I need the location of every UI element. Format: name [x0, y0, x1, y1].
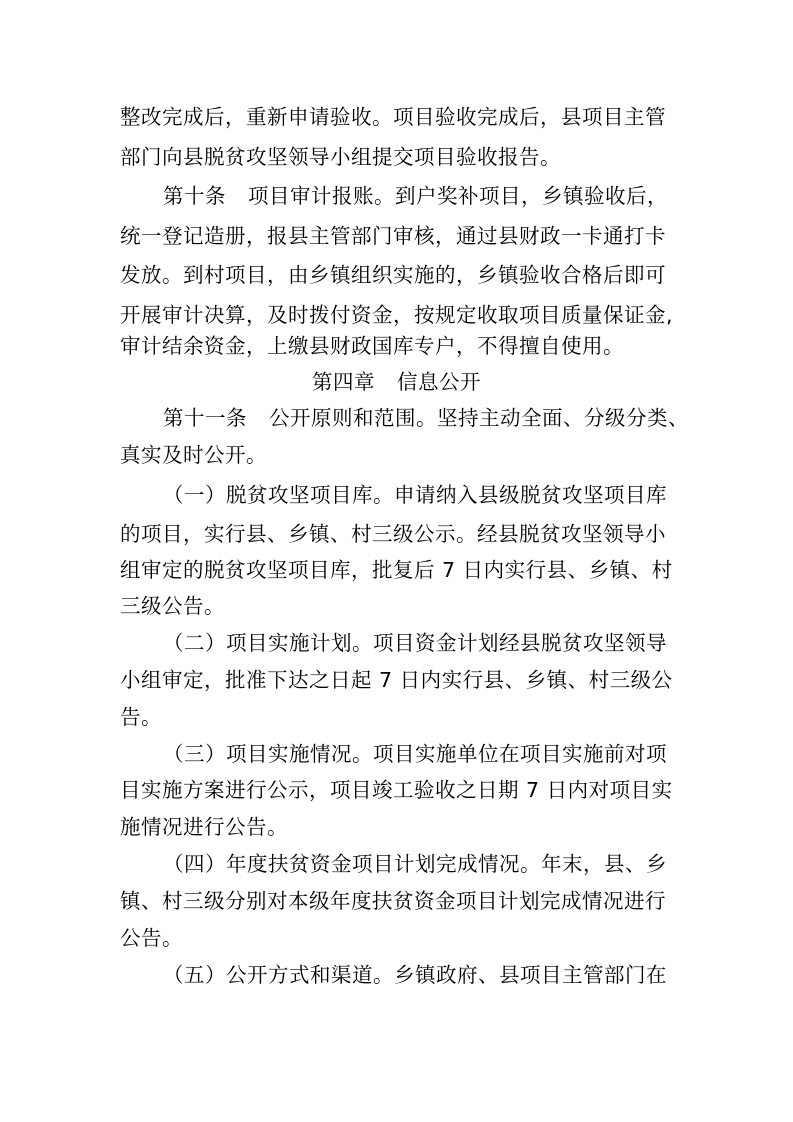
- text-line: 施情况进行公告。: [120, 815, 288, 839]
- text-line: （二）项目实施计划。项目资金计划经县脱贫攻坚领导: [163, 631, 667, 655]
- text-line: 目实施方案进行公示，项目竣工验收之日期 7 日内对项目实: [120, 778, 673, 802]
- article-11-line: [163, 404, 723, 432]
- text-line: 统一登记造册，报县主管部门审核，通过县财政一卡通打卡: [120, 224, 666, 248]
- text-line: 整改完成后，重新申请验收。项目验收完成后，县项目主管: [120, 105, 666, 129]
- article-number: 第十条: [163, 184, 226, 208]
- text-line: 审计结余资金，上缴县财政国库专户，不得擅自使用。: [120, 334, 624, 358]
- text-line: 发放。到村项目，由乡镇组织实施的，乡镇验收合格后即可: [120, 263, 666, 287]
- text-line: 组审定的脱贫攻坚项目库，批复后 7 日内实行县、乡镇、村: [120, 558, 673, 582]
- text-line: 的项目，实行县、乡镇、村三级公示。经县脱贫攻坚领导小: [120, 522, 666, 546]
- article-text: 公开原则和范围。坚持主动全面、分级分类、: [269, 406, 689, 430]
- text-line: 公告。: [120, 926, 183, 950]
- text-line: （四）年度扶贫资金项目计划完成情况。年末，县、乡: [163, 852, 667, 876]
- article-text: 项目审计报账。到户奖补项目，乡镇验收后，: [248, 184, 668, 208]
- text-line: （一）脱贫攻坚项目库。申请纳入县级脱贫攻坚项目库: [163, 483, 667, 507]
- text-line: 小组审定，批准下达之日起 7 日内实行县、乡镇、村三级公: [120, 668, 673, 692]
- article-10-line: [163, 182, 723, 210]
- chapter-heading: [0, 368, 793, 396]
- text-line: 真实及时公开。: [120, 443, 267, 467]
- text-line: 镇、村三级分别对本级年度扶贫资金项目计划完成情况进行: [120, 889, 666, 913]
- chapter-title: 信息公开: [397, 370, 481, 394]
- article-number: 第十一条: [163, 406, 247, 430]
- chapter-number: 第四章: [312, 370, 375, 394]
- text-line: （五）公开方式和渠道。乡镇政府、县项目主管部门在: [163, 963, 667, 987]
- text-line: 部门向县脱贫攻坚领导小组提交项目验收报告。: [120, 145, 561, 169]
- text-line: 三级公告。: [120, 594, 225, 618]
- text-line: 开展审计决算，及时拨付资金，按规定收取项目质量保证金,: [120, 303, 674, 327]
- text-line: （三）项目实施情况。项目实施单位在项目实施前对项: [163, 742, 667, 766]
- text-line: 告。: [120, 705, 162, 729]
